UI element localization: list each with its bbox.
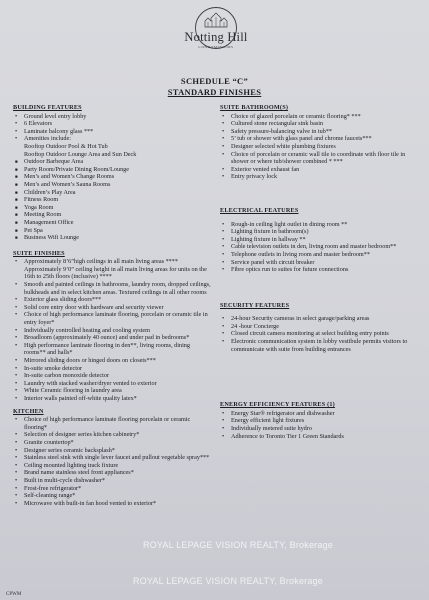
list-item: • White Ceramic flooring in laundry area	[13, 387, 213, 395]
list-item: • Designer series ceramic backsplash*	[13, 447, 213, 455]
list-item: • 24-hour Security cameras in select garage/parking areas	[220, 315, 420, 323]
section-heading: SUITE FINISHES	[13, 249, 65, 257]
building-features-list	[13, 113, 213, 242]
list-item: • High performance laminate flooring in den**, living rooms, dining rooms** and halls*	[13, 342, 213, 357]
suite-finishes-list	[13, 258, 213, 402]
list-item: • Ground level entry lobby	[13, 113, 213, 121]
list-item: • Choice of high performance laminate flooring porcelain or ceramic flooring*	[13, 416, 213, 431]
list-item: • Selection of designer series kitchen cabinetry*	[13, 431, 213, 439]
list-item: • Interior walls painted off-white quality latex*	[13, 395, 213, 403]
list-item: • Telephone outlets in living room and master bedroom**	[220, 251, 420, 259]
list-item: ■ Yoga Room	[13, 204, 213, 212]
list-item: ■ Men’s and Women’s Change Rooms	[13, 173, 213, 181]
list-item: ■ Outdoor Barbeque Area	[13, 158, 213, 166]
list-item: • Entry privacy lock	[220, 173, 420, 181]
list-item: • Stainless steel sink with single lever faucet and pullout vegetable spray***	[13, 454, 213, 462]
list-item: • 6 Elevators	[13, 120, 213, 128]
electrical-list	[220, 221, 420, 274]
list-item: • Laundry with stacked washer/dryer vented to exterior	[13, 380, 213, 388]
list-item: • Approximately 8’6”high ceilings in all main living areas ****	[13, 258, 213, 266]
list-item: • Granite countertop*	[13, 439, 213, 447]
suite-bathroom-list	[220, 113, 420, 181]
watermark: ROYAL LEPAGE VISION REALTY, Brokerage	[133, 576, 323, 586]
list-item: • Brand name stainless steel front appliances*	[13, 469, 213, 477]
list-item: • Safety pressure-balancing valve in tub**	[220, 128, 420, 136]
list-item: • Mirrored sliding doors or hinged doors on closets***	[13, 357, 213, 365]
list-item: • 24 -hour Concierge	[220, 323, 420, 331]
list-item: • Designer selected white plumbing fixtures	[220, 143, 420, 151]
list-item: ■ Management Office	[13, 219, 213, 227]
security-list	[220, 315, 420, 353]
list-item: • Lighting fixture in bathroom(s)	[220, 228, 420, 236]
list-item: • In-suite smoke detector	[13, 365, 213, 373]
watermark: ROYAL LEPAGE VISION REALTY, Brokerage	[143, 540, 333, 550]
list-item: • 5’ tub or shower with glass panel and chrome faucets***	[220, 135, 420, 143]
list-item: ■ Men’s and Women’s Sauna Rooms	[13, 181, 213, 189]
brand-name: Notting Hill	[184, 30, 248, 44]
right-column	[220, 104, 420, 440]
section-heading: SUITE BATHROOM(S)	[220, 104, 289, 111]
list-item: • Smooth and painted ceilings in bathrooms, laundry room, dropped ceilings, bulkheads and in select kitchen areas. Textured ceilings in all other rooms	[13, 281, 213, 296]
energy-efficiency-list	[220, 410, 420, 440]
energy-efficiency-section	[220, 401, 420, 440]
list-item: ■ Fitness Room	[13, 196, 213, 204]
list-item: • Self-cleaning range*	[13, 492, 213, 500]
electrical-section	[220, 207, 420, 274]
list-item: • Choice of porcelain or ceramic wall tile to coordinate with floor tile in shower or where tub/shower combined * ***	[220, 151, 420, 166]
list-item: • Solid core entry door with hardware and security viewer	[13, 304, 213, 312]
kitchen-section	[13, 408, 213, 508]
page-title: STANDARD FINISHES	[167, 87, 262, 97]
list-item: • In-suite carbon monoxide detector	[13, 372, 213, 380]
suite-finishes-section	[13, 250, 213, 403]
list-item: • Microwave with built-in fan hood vented to exterior*	[13, 500, 213, 508]
list-item: • Rough-in ceiling light outlet in dining room **	[220, 221, 420, 229]
list-item: • Frost-free refrigerator*	[13, 485, 213, 493]
list-item: • Broadloom (approximately 40 ounce) and under pad in bedrooms*	[13, 334, 213, 342]
list-item: • Fibre optics run to suites for future connections	[220, 266, 420, 274]
list-item: • Electronic communication system in lobby vestibule permits visitors to communicate with suite from building entrances	[220, 338, 420, 353]
list-item: ■ Pet Spa	[13, 227, 213, 235]
list-item: • Individually metered suite hydro	[220, 425, 420, 433]
list-item: • Exterior vented exhaust fan	[220, 166, 420, 174]
list-item: • Energy efficient light fixtures	[220, 417, 420, 425]
list-item: • Amenities include:	[13, 135, 213, 143]
list-item: ■ Party Room/Private Dining Room/Lounge	[13, 166, 213, 174]
suite-bathroom-section	[220, 104, 420, 181]
list-item: Approximately 9’0” ceiling height in all main living areas for units on the 16th to 25th floors (inclusive) ****	[24, 265, 207, 281]
corner-mark: CPWM	[6, 592, 22, 597]
list-item: • Lighting fixture in hallway **	[220, 236, 420, 244]
section-heading: KITCHEN	[13, 407, 44, 415]
building-features-section	[13, 104, 213, 242]
list-item: Rooftop Outdoor Pool & Hot Tub	[24, 142, 108, 150]
list-item: • Cable television outlets in den, living room and master bedroom**	[220, 243, 420, 251]
list-item: • Cultured stone rectangular sink basin	[220, 120, 420, 128]
list-item: • Choice of glazed porcelain or ceramic flooring* ***	[220, 113, 420, 121]
section-heading: ENERGY EFFICIENCY FEATURES (1)	[220, 401, 335, 409]
list-item: • Individually controlled heating and cooling system	[13, 327, 213, 335]
kitchen-list	[13, 416, 213, 507]
list-item: ■ Business Wifi Lounge	[13, 234, 213, 242]
list-item: • Choice of high performance laminate flooring, porcelain or ceramic tile in entry foyer*	[13, 311, 213, 326]
list-item: • Built in multi-cycle dishwasher*	[13, 477, 213, 485]
left-column	[13, 104, 213, 507]
list-item: ■ Children’s Play Area	[13, 189, 213, 197]
list-item: • Ceiling mounted lighting track fixture	[13, 462, 213, 470]
list-item: • Service panel with circuit breaker	[220, 259, 420, 267]
schedule-label: SCHEDULE “C”	[180, 76, 249, 86]
brand-subtitle: CONDOMINIUMS	[198, 45, 234, 49]
list-item: Rooftop Outdoor Lounge Area and Sun Deck	[24, 150, 137, 158]
list-item: • Energy Star® refrigerator and dishwasher	[220, 410, 420, 418]
list-item: • Adherence to Toronto Tier 1 Green Standards	[220, 433, 420, 441]
list-item: • Closed circuit camera monitoring at select building entry points	[220, 330, 420, 338]
section-heading: BUILDING FEATURES	[13, 104, 82, 111]
list-item: ■ Meeting Room	[13, 211, 213, 219]
security-section	[220, 302, 420, 354]
list-item: • Exterior glass sliding doors***	[13, 296, 213, 304]
section-heading: ELECTRICAL FEATURES	[220, 206, 299, 214]
list-item: • Laminate balcony glass ***	[13, 128, 213, 136]
section-heading: SECURITY FEATURES	[220, 301, 290, 309]
